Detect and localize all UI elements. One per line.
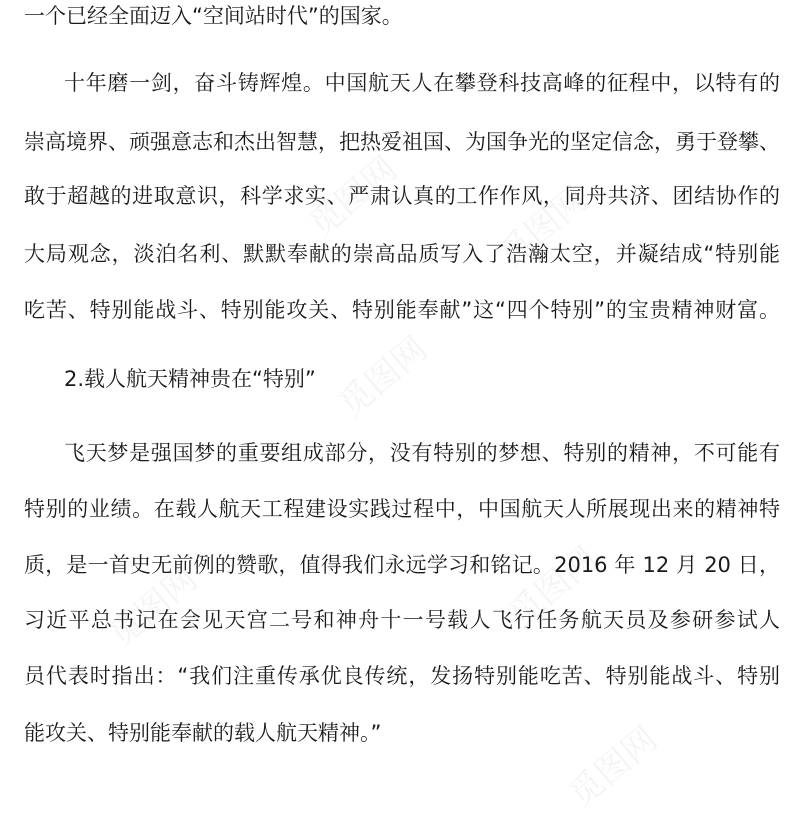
section-heading: 2.载人航天精神贵在“特别” [64, 367, 316, 391]
watermark: 觅图网 [301, 149, 406, 246]
paragraph-line: 一个已经全面迈入“空间站时代”的国家。 [24, 4, 403, 28]
paragraph-line: 质，是一首史无前例的赞歌，值得我们永远学习和铭记。2016 年 12 月 20 日， [24, 553, 780, 577]
watermark: 觅图网 [501, 539, 606, 636]
paragraph-line: 大局观念，淡泊名利、默默奉献的崇高品质写入了浩瀚太空，并凝结成“特别能 [24, 242, 780, 266]
paragraph-line: 吃苦、特别能战斗、特别能攻关、特别能奉献”这“四个特别”的宝贵精神财富。 [24, 298, 780, 322]
paragraph-line: 飞天梦是强国梦的重要组成部分，没有特别的梦想、特别的精神，不可能有 [64, 441, 780, 465]
paragraph-line: 习近平总书记在会见天宫二号和神舟十一号载人飞行任务航天员及参研参试人 [24, 608, 780, 632]
watermark: 觅图网 [101, 559, 206, 656]
paragraph-line: 十年磨一剑，奋斗铸辉煌。中国航天人在攀登科技高峰的征程中，以特有的 [64, 71, 780, 95]
paragraph-line: 员代表时指出：“我们注重传承优良传统，发扬特别能吃苦、特别能战斗、特别 [24, 664, 780, 688]
paragraph-line: 能攻关、特别能奉献的载人航天精神。” [24, 721, 382, 745]
paragraph-line: 崇高境界、顽强意志和杰出智慧，把热爱祖国、为国争光的坚定信念，勇于登攀、 [24, 130, 780, 154]
paragraph-line: 敢于超越的进取意识，科学求实、严肃认真的工作作风，同舟共济、团结协作的 [24, 184, 780, 208]
watermark: 觅图网 [561, 719, 666, 816]
paragraph-line: 特别的业绩。在载人航天工程建设实践过程中，中国航天人所展现出来的精神特 [24, 497, 780, 521]
watermark: 觅图网 [331, 329, 436, 426]
watermark: 觅图网 [491, 179, 596, 276]
